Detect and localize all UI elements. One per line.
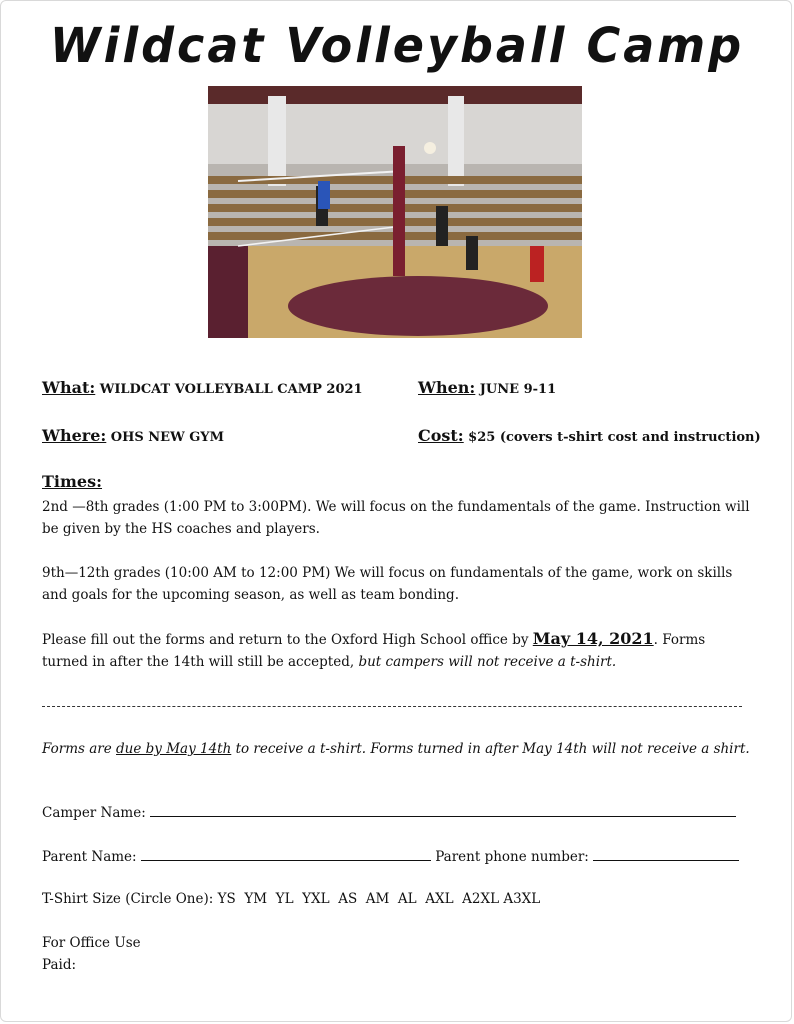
tshirt-row [42, 888, 752, 910]
cost-label: Cost: [418, 426, 464, 445]
what-row [42, 378, 363, 397]
parent-phone-field[interactable] [593, 846, 739, 861]
office-use-label: For Office Use [42, 935, 141, 951]
cost-value: $25 (covers t-shirt cost and instruction) [468, 430, 761, 445]
parent-name-label: Parent Name: [42, 849, 137, 865]
when-label: When: [418, 378, 476, 397]
forms-text-pre: Please fill out the forms and return to the Oxford High School office by [42, 632, 533, 648]
forms-due-date: May 14, 2021 [532, 629, 654, 648]
paid-label: Paid: [42, 957, 77, 973]
parent-phone-label: Parent phone number: [435, 849, 589, 865]
when-row [418, 378, 556, 397]
camper-name-row [42, 802, 752, 824]
cut-line-separator [42, 706, 742, 707]
tshirt-label: T-Shirt Size (Circle One): [42, 891, 214, 907]
camper-name-label: Camper Name: [42, 805, 146, 821]
tshirt-sizes[interactable]: YS YM YL YXL AS AM AL AXL A2XL A3XL [217, 891, 541, 907]
times-label: Times: [42, 472, 103, 491]
times-paragraph-1: 2nd —8th grades (1:00 PM to 3:00PM). We will focus on the fundamentals of the game. Instruction will be given by the HS coaches and players. [42, 499, 750, 537]
times-heading [42, 472, 102, 491]
parent-name-field[interactable] [141, 846, 431, 861]
cost-row [418, 426, 761, 445]
camper-name-field[interactable] [150, 802, 736, 817]
notice-pre: Forms are [42, 741, 117, 757]
forms-paragraph [42, 628, 752, 673]
what-value: WILDCAT VOLLEYBALL CAMP 2021 [99, 382, 363, 397]
where-value: OHS NEW GYM [110, 430, 224, 445]
what-label: What: [42, 378, 96, 397]
notice-post: to receive a t-shirt. Forms turned in after May 14th will not receive a shirt. [231, 741, 750, 757]
notice-due: due by May 14th [116, 741, 232, 757]
where-row [42, 426, 224, 445]
parent-row [42, 846, 752, 868]
flyer-title: Wildcat Volleyball Camp [49, 16, 745, 74]
notice-paragraph [42, 738, 752, 760]
times-paragraph-2: 9th—12th grades (10:00 AM to 12:00 PM) We will focus on fundamentals of the game, work on skills and goals for the upcoming season, as well as team bonding. [42, 565, 733, 603]
photo-illustration [208, 86, 582, 338]
when-value: JUNE 9-11 [479, 382, 557, 397]
volleyball-game-photo [208, 86, 582, 338]
forms-text-mid: . Forms turned in after the 14th will still be accepted, [42, 632, 706, 670]
forms-text-italic: but campers will not receive a t-shirt. [358, 654, 617, 670]
where-label: Where: [42, 426, 107, 445]
